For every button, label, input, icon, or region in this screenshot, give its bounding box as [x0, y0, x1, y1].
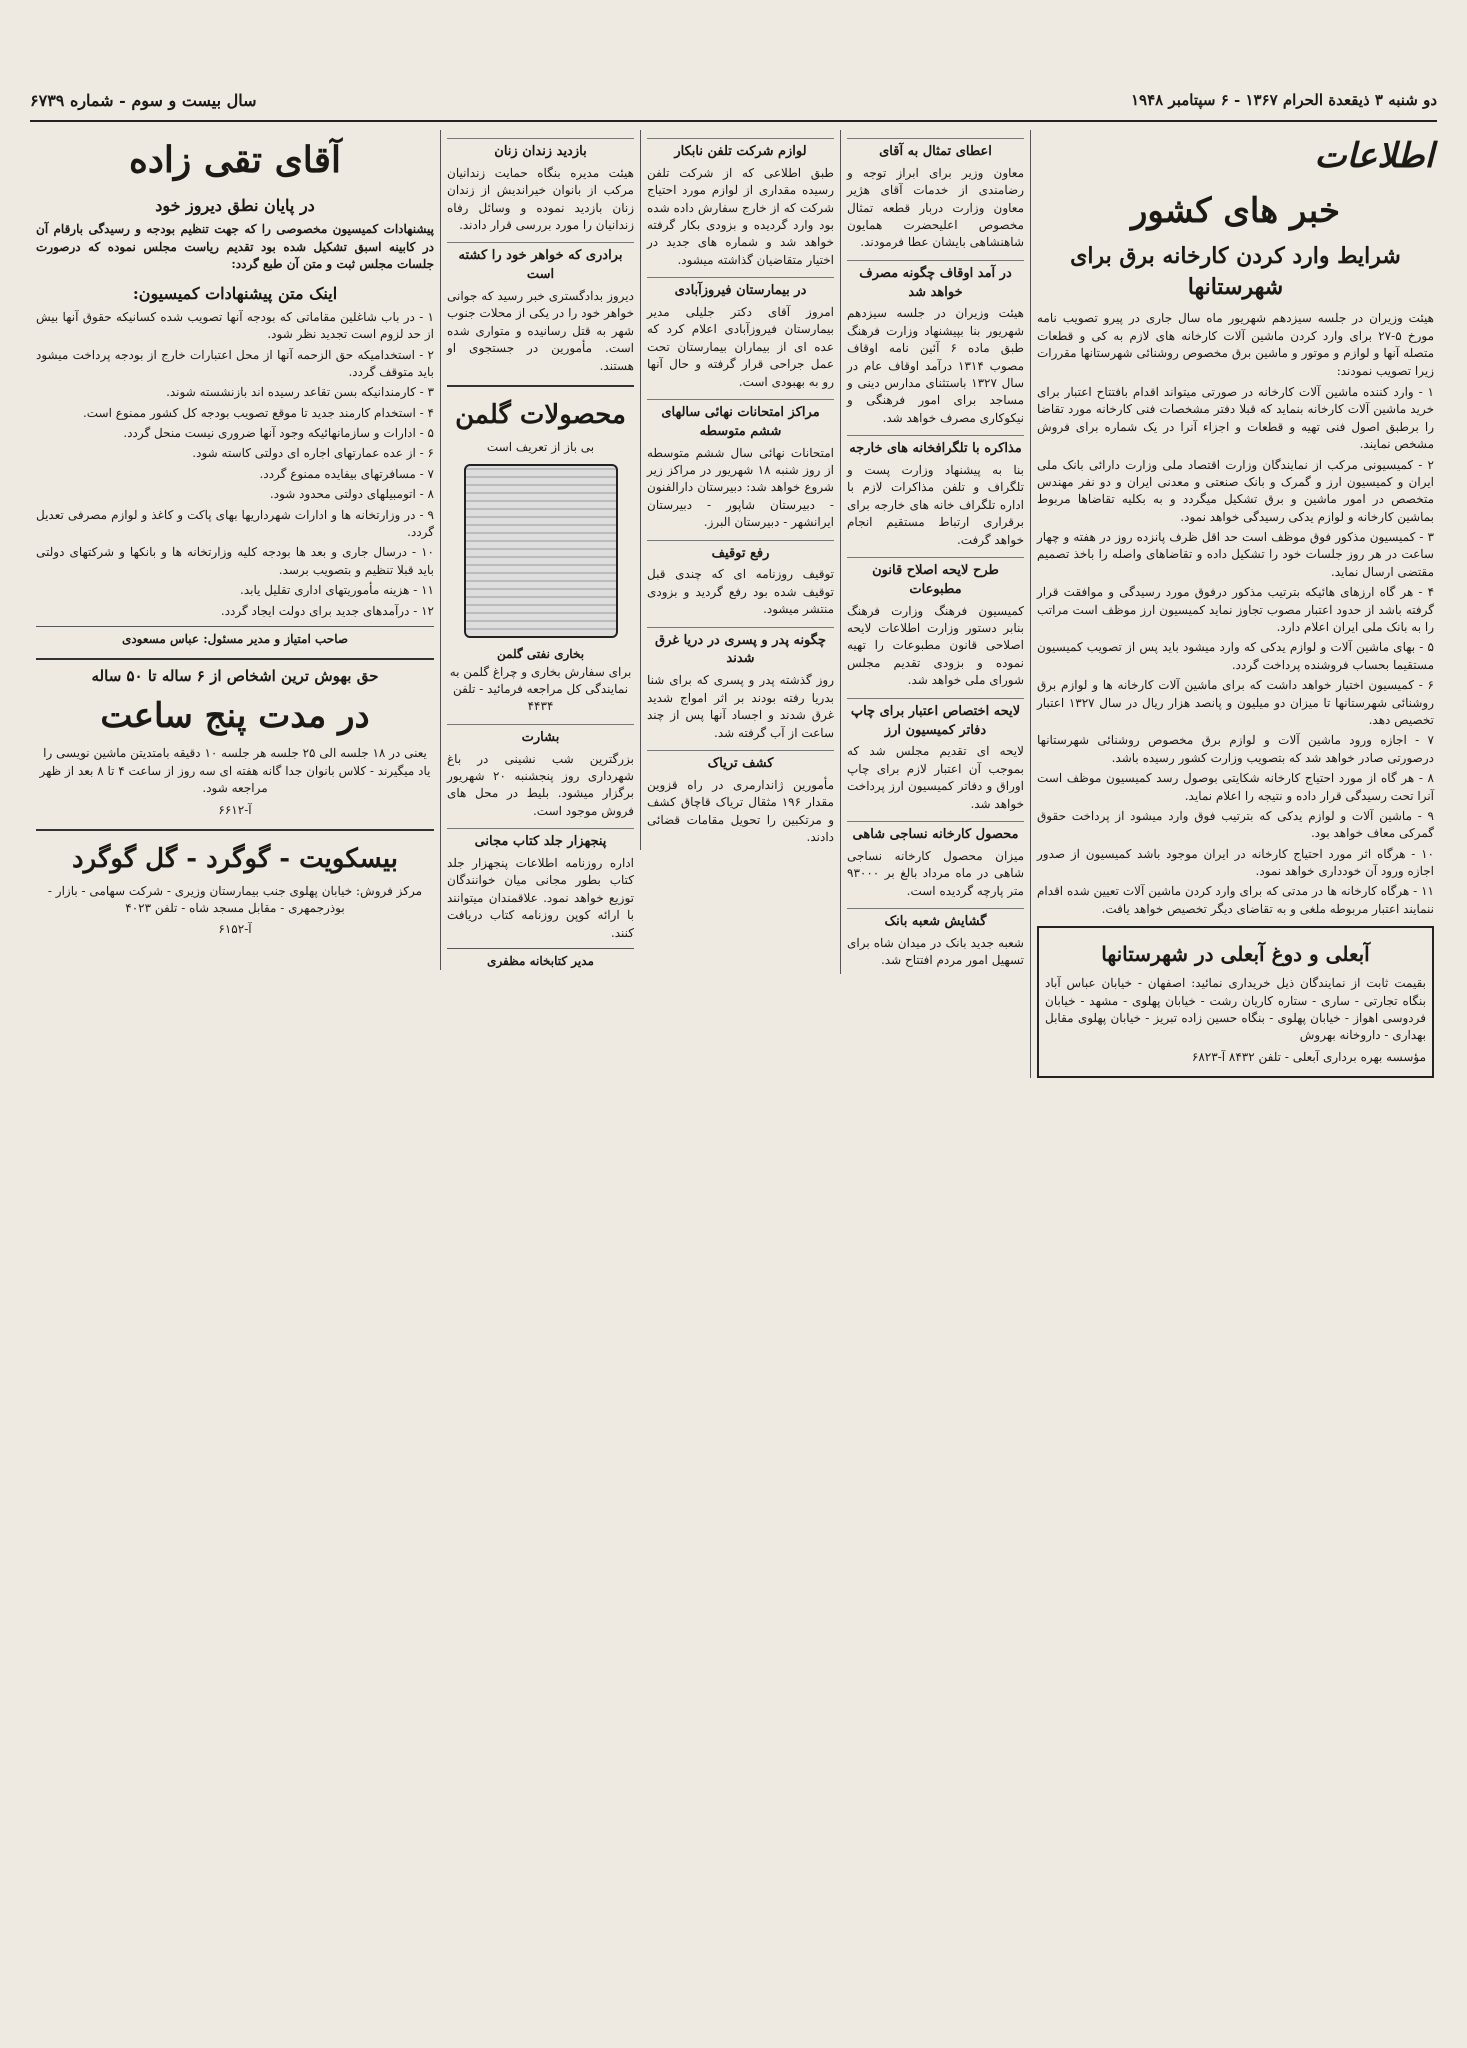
article-heading: محصول کارخانه نساجی شاهی — [847, 821, 1024, 845]
article-text: طبق اطلاعی که از شرکت تلفن رسیده مقداری از لوازم مورد احتیاج شرکت که از خارج سفارش داده شده بود وارد گردیده و بزودی بکار گرفته خواهد شد و شماره های جدید در اختیار متقاضیان گذاشته میشود. — [647, 165, 834, 267]
article-text: اداره روزنامه اطلاعات پنجهزار جلد کتاب بطور مجانی میان خوانندگان توزیع خواهد نمود. علاقمندان میتوانند با ارائه کوپن روزنامه کتاب دریافت کنند. — [447, 855, 634, 940]
proposal-item: ۲ - استخدامیکه حق الزحمه آنها از محل اعتبارات خارج از بودجه پرداخت میشود باید متوقف گردد. — [36, 347, 434, 379]
article-text: هیئت مدیره بنگاه حمایت زندانیان مرکب از بانوان خیراندیش از زندان زنان بازدید نموده و وسائل رفاه زندانیان را مورد بررسی قرار دادند. — [447, 165, 634, 233]
article-item: ۱۰ - هرگاه اثر مورد احتیاج کارخانه در ایران موجود باشد کمیسیون از صدور اجازه ورود آن خودداری خواهد نمود. — [1037, 846, 1434, 879]
proposal-item: ۳ - کارمندانیکه بسن تقاعد رسیده اند بازنشسته شوند. — [166, 385, 434, 400]
article-heading: لایحه اختصاص اعتبار برای چاپ دفاتر کمیسیون ارز — [847, 698, 1024, 741]
proposal-item: ۱۱ - هزینه مأموریتهای اداری تقلیل یابد. — [240, 583, 434, 598]
ad-code: آ-۶۶۱۲ — [218, 802, 252, 817]
article-text: امروز آقای دکتر جلیلی مدیر بیمارستان فیروزآبادی اعلام کرد که عده ای از بیماران بیمارستان تحت عمل جراحی قرار گرفته و حال آنها رو به بهبودی است. — [647, 305, 834, 389]
ad-title: آبعلی و دوغ آبعلی در شهرستانها — [1101, 942, 1370, 967]
article-text: شعبه جدید بانک در میدان شاه برای تسهیل امور مردم افتتاح شد. — [847, 935, 1024, 968]
column-taqizadeh — [30, 130, 440, 939]
article-subtitle: در پایان نطق دیروز خود — [155, 196, 315, 216]
article-heading: بشارت — [447, 724, 634, 748]
biscuit-ad — [36, 829, 434, 939]
abali-ad — [1037, 926, 1434, 1078]
newspaper-logo: اطلاعات — [1314, 136, 1434, 176]
masthead — [30, 80, 1437, 122]
article-item: ۱۱ - هرگاه کارخانه ها در مدتی که برای وارد کردن ماشین آلات تعیین شده اقدام ننمایند اعتبار مربوطه ملغی و به تقاضای دیگر تخصیص خواهد یافت. — [1037, 884, 1434, 916]
proposal-item: ۱ - در باب شاغلین مقاماتی که بودجه آنها تصویب شده کسانیکه حقوق آنها بیش از حد لزوم است تجدید نظر شود. — [36, 309, 434, 342]
article-title: آقای تقی زاده — [129, 139, 341, 181]
proposal-item: ۶ - از عده عمارتهای اجاره ای دولتی کاسته شود. — [192, 446, 434, 461]
article-heading: در بیمارستان فیروزآبادی — [647, 277, 834, 301]
ad-title: محصولات گلمن — [455, 400, 626, 431]
article-item: ۵ - بهای ماشین آلات و لوازم یدکی که وارد میشود باید پس از تصویب کمیسیون مستقیما بحساب فروشنده پرداخت گردد. — [1037, 640, 1434, 672]
article-text: مأمورین ژاندارمری در راه قزوین مقدار ۱۹۶ مثقال تریاک قاچاق کشف و مرتکبین را تحویل مقامات قضائی دادند. — [647, 777, 834, 844]
article-text: کمیسیون فرهنگ وزارت فرهنگ بنابر دستور وزارت اطلاعات لایحه اصلاحی قانون مطبوعات را تهیه نموده و بزودی تقدیم مجلس شورای ملی خواهد شد. — [847, 603, 1024, 688]
article-heading: پنجهزار جلد کتاب مجانی — [447, 828, 634, 852]
article-heading: رفع توقیف — [647, 540, 834, 564]
column-4 — [440, 130, 640, 970]
article-text: بزرگترین شب نشینی در باغ شهرداری روز پنجشنبه ۲۰ شهریور برگزار میشود. بلیط در محل های فروش موجود است. — [447, 751, 634, 818]
section-heading: اینک متن پیشنهادات کمیسیون: — [132, 283, 338, 303]
proposal-item: ۱۰ - درسال جاری و بعد ها بودجه کلیه وزارتخانه ها و بانکها و شرکتهای دولتی باید قبلا تنظیم و بتصویب برسد. — [36, 545, 434, 577]
article-text: امتحانات نهائی سال ششم متوسطه از روز شنبه ۱۸ شهریور در مراکز زیر شروع خواهد شد: دبیرستان دارالفنون - دبیرستان شاپور - دبیرستان ایرانشهر - دبیرستان البرز. — [647, 445, 834, 530]
article-text: بنا به پیشنهاد وزارت پست و تلگراف و تلفن مذاکرات لازم با اداره تلگراف خانه های خارجه برای برقراری ارتباط مستقیم انجام خواهد گرفت. — [847, 463, 1024, 547]
column-3 — [640, 130, 840, 850]
article-heading: طرح لایحه اصلاح قانون مطبوعات — [847, 557, 1024, 600]
issue-number: سال بیست و سوم - شماره ۶۷۳۹ — [30, 90, 257, 110]
ad-text: یعنی در ۱۸ جلسه الی ۲۵ جلسه هر جلسه ۱۰ دقیقه بامتدیتن ماشین نویسی را یاد میگیرند - کلاس بانوان جدا گانه هفته ای سه روز از ساعت ۴ تا ۸ بعد از ظهر مراجعه شود. — [39, 746, 431, 796]
article-text: دیروز بدادگستری خبر رسید که جوانی خواهر خود را در یکی از محلات جنوب شهر به قتل رسانیده و متواری شده است. مأمورین در جستجوی او هستند. — [447, 289, 634, 373]
article-item: ۴ - هر گاه ارزهای هائیکه بترتیب مذکور درفوق مورد رسیدگی و موافقت قرار گرفته باشد از حدود اعتبار مصوب تجاوز نماید کمیسیون ارز موظف است مراتب را به بانک ملی ایران اعلام دارد. — [1037, 585, 1435, 635]
article-text: هیئت وزیران در جلسه سیزدهم شهریور بنا بپیشنهاد وزارت فرهنگ طبق ماده ۶ آئین نامه اوقاف مصوب ۱۳۱۴ درآمد اوقاف عام در سال ۱۳۲۷ باستثنای مدارس دینی و مساجد برای امور فرهنگی و نیکوکاری مصرف خواهد شد. — [847, 306, 1024, 425]
ad-top: حق بهوش ترین اشخاص از ۶ ساله تا ۵۰ ساله — [91, 667, 379, 686]
ad-headline: در مدت پنج ساعت — [100, 696, 370, 737]
proposal-item: ۸ - اتومبیلهای دولتی محدود شود. — [269, 487, 434, 502]
ad-code: آ-۶۱۵۲ — [218, 922, 252, 937]
article-intro: پیشنهادات کمیسیون مخصوصی را که جهت تنظیم بودجه و رسیدگی بارقام آن در کابینه اسبق تشکیل شده بود تقدیم ریاست مجلس نموده که درصورت جلسات مجلس ثبت و متن آن طبع گردد: — [36, 222, 434, 272]
article-text: توقیف روزنامه ای که چندی قبل توقیف شده بود رفع گردید و بزودی منتشر میشود. — [647, 567, 834, 617]
article-text: روز گذشته پدر و پسری که برای شنا بدریا رفته بودند بر اثر امواج شدید غرق شدند و اجساد آنها پس از چند ساعت از آب گرفته شد. — [647, 673, 834, 740]
column-2 — [840, 130, 1030, 974]
proposal-item: ۴ - استخدام کارمند جدید تا موقع تصویب بودجه کل کشور ممنوع است. — [82, 405, 434, 420]
article-heading: مراکز امتحانات نهائی سالهای ششم متوسطه — [647, 399, 834, 442]
proposal-item: ۷ - مسافرتهای بیفایده ممنوع گردد. — [259, 466, 434, 481]
subheadline: شرایط وارد کردن کارخانه برق برای شهرستانها — [1070, 242, 1401, 301]
article-item: ۲ - کمیسیونی مرکب از نمایندگان وزارت اقتصاد ملی وزارت دارائی بانک ملی ایران و کمیسیون ارز و گمرک و بانک صنعتی و معدنی ایران و دو نفر مهندس متخصص در امور ماشین و برق تشکیل میگردد و به بکلیه تقاضاها مربوط بماشین کارخانه و لوازم یدکی رسیدگی خواهد نمود. — [1037, 457, 1434, 524]
article-heading: برادری که خواهر خود را کشته است — [447, 242, 634, 285]
ad-subtitle: بی باز از تعریف است — [486, 439, 595, 454]
article-heading: مذاکره با تلگرافخانه های خارجه — [847, 435, 1024, 459]
article-heading: در آمد اوقاف چگونه مصرف خواهد شد — [847, 260, 1024, 303]
heater-illustration — [464, 464, 618, 638]
proposal-item: ۱۲ - درآمدهای جدید برای دولت ایجاد گردد. — [220, 603, 434, 618]
article-heading: بازدید زندان زنان — [447, 138, 634, 162]
article-heading: چگونه پدر و پسری در دریا غرق شدند — [647, 627, 834, 670]
article-heading: گشایش شعبه بانک — [847, 908, 1024, 932]
issue-date: دو شنبه ۳ ذیقعدة الحرام ۱۳۶۷ - ۶ سپتامبر ۱۹۴۸ — [1130, 91, 1437, 109]
article-item: ۸ - هر گاه از مورد احتیاج کارخانه شکایتی بوصول رسد کمیسیون موظف است آنرا تحت رسیدگی قرار داده و نتیجه را اعلام نماید. — [1037, 771, 1434, 803]
ad-footer: مؤسسه بهره برداری آبعلی - تلفن ۸۴۳۲ آ-۶۸۲۳ — [1191, 1049, 1426, 1064]
article-text: معاون وزیر برای ابراز توجه و رضامندی از خدمات آقای هژیر معاون وزارت دربار قطعه تمثال مخصوص اعلیحضرت همایون شاهنشاهی بایشان عطا فرمودند. — [847, 165, 1024, 250]
typing-class-ad — [36, 658, 434, 819]
article-heading: لوازم شرکت تلفن نابکار — [647, 138, 834, 162]
ad-title: بیسکویت - گوگرد - گل گوگرد — [72, 843, 398, 874]
coleman-ad — [447, 385, 634, 716]
publisher-credit: صاحب امتیاز و مدیر مسئول: عباس مسعودی — [36, 626, 434, 648]
article-heading: کشف تریاک — [647, 750, 834, 774]
article-item: ۱ - وارد کننده ماشین آلات کارخانه در صورتی میتواند اقدام بافتتاح اعتبار برای خرید ماشین آلات کارخانه بنماید که قبلا دفتر مشخصات فنی کارخانه مورد تقاضا را برطبق اصول فنی تهیه و قطعات و اجزاء آنرا در یک شماره برای فروش مشخص نمایند. — [1037, 384, 1434, 452]
article-item: ۶ - کمیسیون اختیار خواهد داشت که برای ماشین آلات کارخانه ها و لوازم برق روشنائی شهرستانها تا میزان دو میلیون و پانصد هزار ریال در سال ۱۳۲۷ اعتبار تخصیص دهد. — [1037, 678, 1434, 727]
ad-text: بقیمت ثابت از نمایندگان ذیل خریداری نمائید: اصفهان - خیابان عباس آباد بنگاه تجارتی - ساری - ستاره کاریان رشت - خیابان پهلوی - مشهد - خیابان فردوسی اهواز - خیابان پهلوی - بنگاه حسین زاده تبریز - خیابان پهلوی مقابل بهداری - داروخانه بهروش — [1045, 976, 1426, 1043]
article-lead: هیئت وزیران در جلسه سیزدهم شهریور ماه سال جاری در پیرو تصویب نامه مورخ ۵-۲۷ برای وارد کردن ماشین آلات کارخانه های لازم به کی و قطعات متصله آنها و لوازم و موتور و ماشین برق مخصوص روشنائی شهرستانها مقررات زیرا تصویب نمودند: — [1037, 311, 1435, 378]
column-national-news — [1030, 130, 1440, 1078]
article-text: لایحه ای تقدیم مجلس شد که بموجب آن اعتبار لازم برای چاپ اوراق و دفاتر کمیسیون ارز پرداخت خواهد شد. — [847, 744, 1024, 811]
signature: مدیر کتابخانه مظفری — [447, 948, 634, 970]
proposal-item: ۹ - در وزارتخانه ها و ادارات شهرداریها بهای پاکت و کاغذ و لوازم مصرفی تعدیل گردد. — [36, 507, 434, 540]
headline: خبر های کشور — [1130, 191, 1341, 232]
article-text: میزان محصول کارخانه نساجی شاهی در ماه مرداد بالغ بر ۹۳۰۰۰ متر پارچه گردیده است. — [847, 848, 1024, 898]
proposal-item: ۵ - ادارات و سازمانهائیکه وجود آنها ضروری نیست منحل گردد. — [123, 426, 434, 441]
ad-caption: بخاری نفتی گلمن — [496, 647, 585, 662]
ad-text: برای سفارش بخاری و چراغ گلمن به نمایندگی کل مراجعه فرمائید - تلفن ۴۴۳۴ — [449, 664, 632, 714]
article-item: ۹ - ماشین آلات و لوازم یدکی که بترتیب فوق وارد میشود از پرداخت حقوق گمرکی معاف خواهد بود. — [1037, 808, 1434, 841]
article-item: ۷ - اجازه ورود ماشین آلات و لوازم برق مخصوص روشنائی شهرستانها درصورتی صادر خواهد شد که بتصویب وزارت کشور رسیده باشد. — [1037, 733, 1434, 765]
article-heading: اعطای تمثال به آقای — [847, 138, 1024, 162]
ad-text: مرکز فروش: خیابان پهلوی جنب بیمارستان وزیری - شرکت سهامی - بازار - بوذرجمهری - مقابل مسجد شاه - تلفن ۴۰۲۳ — [47, 883, 423, 916]
article-item: ۳ - کمیسیون مذکور فوق موظف است حد اقل ظرف پانزده روز در هفته و چهار ساعت در هر روز جلسات خود را تشکیل داده و تقاضاهای واصله را باخذ تصمیم مقتضی ارسال نماید. — [1037, 530, 1434, 579]
